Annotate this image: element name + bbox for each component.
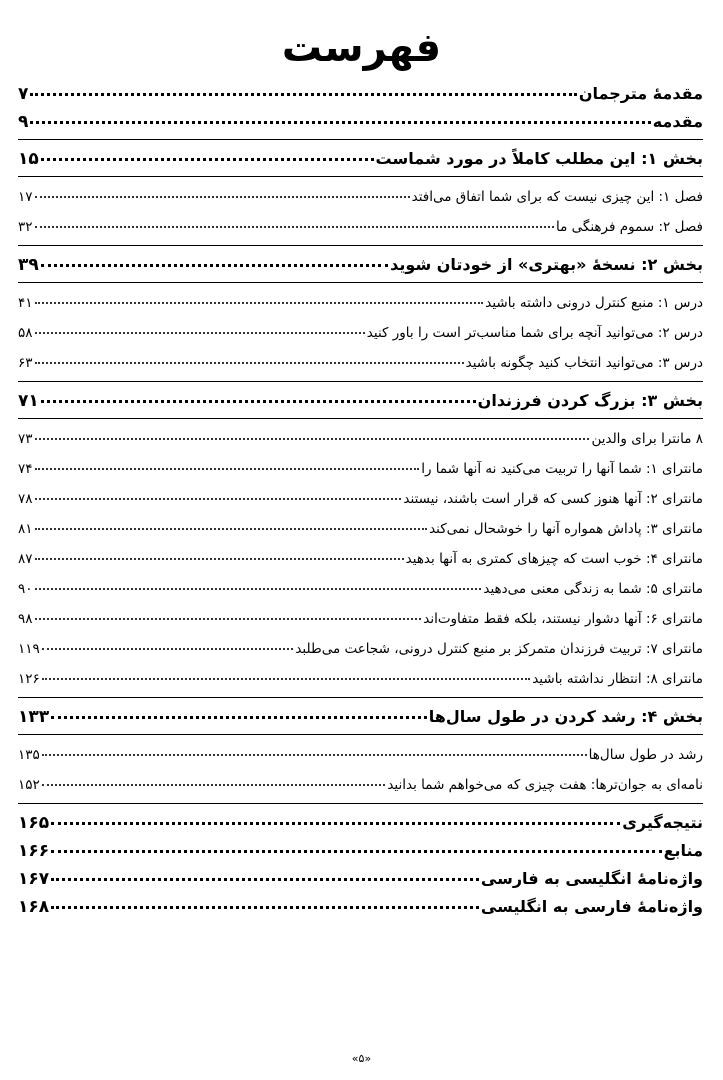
dot-leader xyxy=(35,588,482,590)
dot-leader xyxy=(35,618,422,620)
toc-entry xyxy=(18,514,703,544)
dot-leader xyxy=(41,264,388,267)
toc-entry-title: نامه‌ای به جوان‌ترها: هفت چیزی که می‌خواهم شما بدانید xyxy=(387,777,703,793)
page-number-footer: «۵» xyxy=(351,1052,372,1065)
toc-page-number: ۱۱۹ xyxy=(18,641,40,657)
section-divider xyxy=(18,803,703,804)
toc-page-number: ۱۶۵ xyxy=(18,813,50,833)
section-divider xyxy=(18,176,703,177)
toc-entry-title: رشد در طول سال‌ها xyxy=(588,747,703,763)
dot-leader xyxy=(51,878,479,881)
dot-leader xyxy=(30,121,650,124)
toc-entry-title: مانترای ۴: خوب است که چیزهای کمتری به آنها بدهید xyxy=(405,551,703,567)
toc-entry-title: نتیجه‌گیری xyxy=(622,813,703,832)
section-divider xyxy=(18,282,703,283)
toc-page-number: ۷۳ xyxy=(18,431,33,447)
dot-leader xyxy=(35,528,428,530)
toc-page-number: ۱۶۶ xyxy=(18,841,50,861)
toc-entry-title: مانترای ۷: تربیت فرزندان متمرکز بر منبع کنترل درونی، شجاعت می‌طلبد xyxy=(295,641,703,657)
dot-leader xyxy=(35,438,590,440)
toc-section-entry xyxy=(18,251,703,279)
toc-section-entry xyxy=(18,865,703,893)
dot-leader xyxy=(35,302,484,304)
toc-page-number: ۹۸ xyxy=(18,611,33,627)
toc-entry xyxy=(18,770,703,800)
toc-section-entry xyxy=(18,80,703,108)
toc-entry xyxy=(18,740,703,770)
toc-page-number: ۱۳۳ xyxy=(18,707,50,727)
dot-leader xyxy=(51,850,661,853)
section-divider xyxy=(18,245,703,246)
toc-entry-title: واژه‌نامۀ انگلیسی به فارسی xyxy=(480,869,703,888)
page-title: فهرست xyxy=(281,25,442,71)
dot-leader xyxy=(42,754,587,756)
dot-leader xyxy=(51,716,427,719)
toc-page-number: ۷ xyxy=(18,84,29,104)
toc-entry xyxy=(18,454,703,484)
toc-section-entry xyxy=(18,703,703,731)
toc-entry-title: فصل ۱: این چیزی نیست که برای شما اتفاق می‌افتد xyxy=(411,189,703,205)
toc-page-number: ۱۲۶ xyxy=(18,671,40,687)
toc-entry-title: مانترای ۵: شما به زندگی معنی می‌دهید xyxy=(483,581,703,597)
toc-page-number: ۱۶۸ xyxy=(18,897,50,917)
table-of-contents xyxy=(18,80,703,921)
section-divider xyxy=(18,697,703,698)
toc-entry xyxy=(18,348,703,378)
toc-entry xyxy=(18,664,703,694)
dot-leader xyxy=(35,558,404,560)
toc-page-number: ۱۵ xyxy=(18,149,39,169)
section-divider xyxy=(18,418,703,419)
dot-leader xyxy=(35,498,402,500)
toc-entry xyxy=(18,182,703,212)
toc-entry-title: مانترای ۶: آنها دشوار نیستند، بلکه فقط متفاوت‌اند xyxy=(423,611,703,627)
dot-leader xyxy=(35,196,410,198)
toc-entry xyxy=(18,574,703,604)
section-divider xyxy=(18,381,703,382)
toc-entry-title: مانترای ۳: پاداش همواره آنها را خوشحال نمی‌کند xyxy=(429,521,703,537)
toc-entry xyxy=(18,634,703,664)
dot-leader xyxy=(51,906,479,909)
toc-page-number: ۹ xyxy=(18,112,29,132)
toc-entry-title: مقدمۀ مترجمان xyxy=(578,84,703,103)
toc-page-number: ۷۴ xyxy=(18,461,33,477)
toc-entry-title: درس ۲: می‌توانید آنچه برای شما مناسب‌تر است را باور کنید xyxy=(366,325,703,341)
toc-entry xyxy=(18,424,703,454)
toc-section-entry xyxy=(18,809,703,837)
dot-leader xyxy=(30,93,576,96)
toc-page-number: ۵۸ xyxy=(18,325,33,341)
toc-entry-title: مانترای ۸: انتظار نداشته باشید xyxy=(532,671,703,687)
dot-leader xyxy=(42,678,530,680)
section-divider xyxy=(18,734,703,735)
toc-entry-title: فصل ۲: سموم فرهنگی ما xyxy=(556,219,703,235)
dot-leader xyxy=(42,784,386,786)
toc-entry-title: درس ۳: می‌توانید انتخاب کنید چگونه باشید xyxy=(465,355,703,371)
toc-page-number: ۷۸ xyxy=(18,491,33,507)
toc-page-number: ۳۹ xyxy=(18,255,39,275)
toc-entry xyxy=(18,318,703,348)
toc-section-entry xyxy=(18,893,703,921)
dot-leader xyxy=(35,362,464,364)
dot-leader xyxy=(35,332,365,334)
toc-entry-title: مانترای ۱: شما آنها را تربیت می‌کنید نه آنها شما را xyxy=(421,461,703,477)
toc-entry-title: منابع xyxy=(663,841,703,860)
toc-entry xyxy=(18,544,703,574)
dot-leader xyxy=(51,822,620,825)
toc-section-entry xyxy=(18,145,703,173)
toc-entry-title: بخش ۴: رشد کردن در طول سال‌ها xyxy=(428,707,703,726)
toc-page-number: ۳۲ xyxy=(18,219,33,235)
toc-entry-title: درس ۱: منبع کنترل درونی داشته باشید xyxy=(485,295,703,311)
toc-page-number: ۴۱ xyxy=(18,295,33,311)
toc-entry-title: واژه‌نامۀ فارسی به انگلیسی xyxy=(480,897,703,916)
toc-entry xyxy=(18,212,703,242)
toc-section-entry xyxy=(18,837,703,865)
dot-leader xyxy=(42,648,294,650)
toc-page-number: ۱۷ xyxy=(18,189,33,205)
dot-leader xyxy=(35,468,420,470)
toc-entry-title: بخش ۲: نسخۀ «بهتری» از خودتان شوید xyxy=(390,255,703,274)
toc-entry-title: مانترای ۲: آنها هنوز کسی که قرار است باشند، نیستند xyxy=(403,491,703,507)
dot-leader xyxy=(35,226,555,228)
toc-page-number: ۸۷ xyxy=(18,551,33,567)
toc-entry xyxy=(18,288,703,318)
toc-entry xyxy=(18,484,703,514)
section-divider xyxy=(18,139,703,140)
toc-page-number: ۱۳۵ xyxy=(18,747,40,763)
toc-entry xyxy=(18,604,703,634)
toc-page-number: ۱۵۲ xyxy=(18,777,40,793)
dot-leader xyxy=(41,400,476,403)
toc-entry-title: بخش ۳: بزرگ کردن فرزندان xyxy=(477,391,703,410)
toc-entry-title: بخش ۱: این مطلب کاملاً در مورد شماست xyxy=(375,149,703,168)
toc-section-entry xyxy=(18,387,703,415)
toc-page-number: ۷۱ xyxy=(18,391,39,411)
toc-page-number: ۶۳ xyxy=(18,355,33,371)
toc-section-entry xyxy=(18,108,703,136)
toc-page-number: ۹۰ xyxy=(18,581,33,597)
toc-page-number: ۱۶۷ xyxy=(18,869,50,889)
dot-leader xyxy=(41,158,374,161)
toc-entry-title: ۸ مانترا برای والدین xyxy=(591,431,703,447)
toc-page-number: ۸۱ xyxy=(18,521,33,537)
toc-entry-title: مقدمه xyxy=(652,112,703,131)
